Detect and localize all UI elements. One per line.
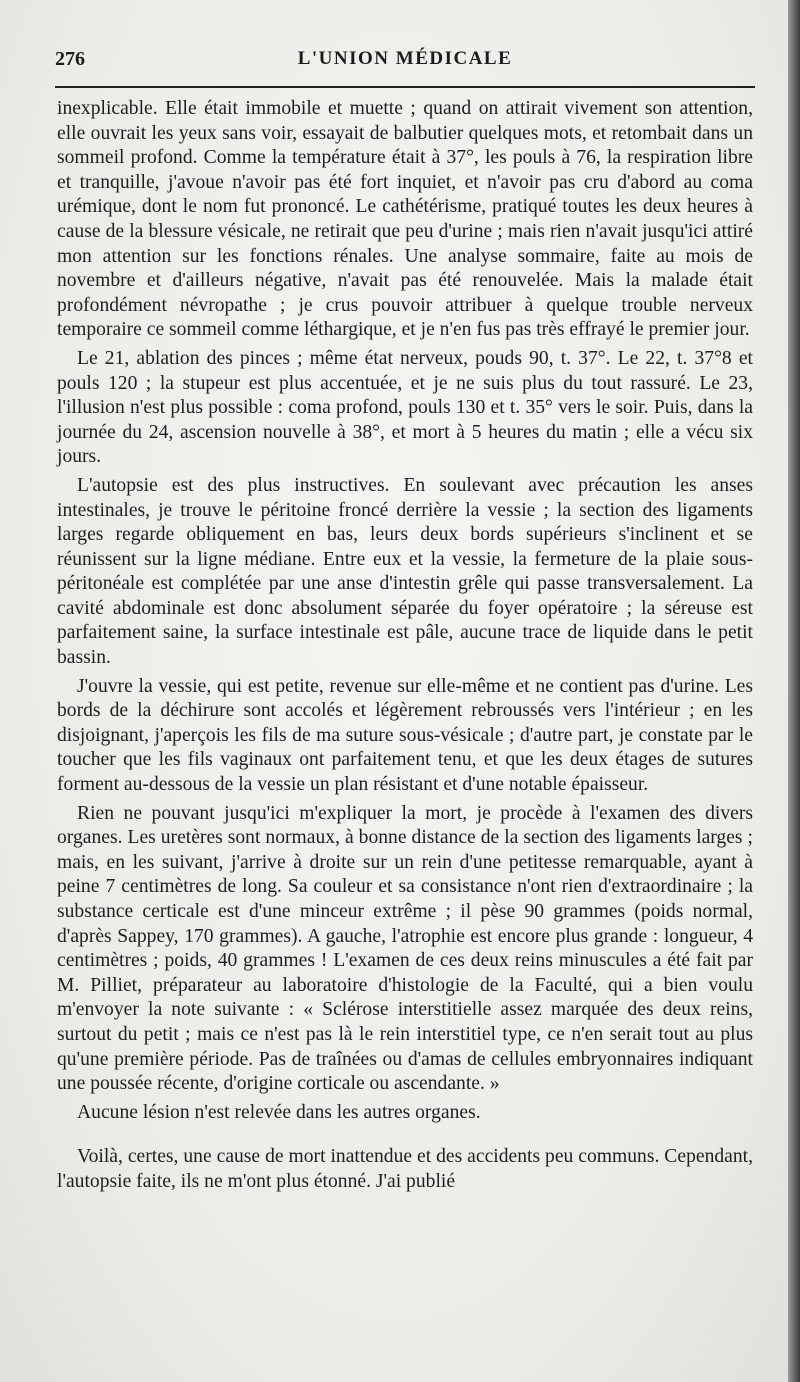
paragraph-7: Voilà, certes, une cause de mort inattendue et des accidents peu communs. Cependant, l'autopsie faite, ils ne m'ont plus étonné. J'ai publié [57,1146,753,1192]
running-title: L'UNION MÉDICALE [297,48,513,69]
section-gap [57,1129,753,1145]
header-rule [55,86,755,88]
paragraph-6: Aucune lésion n'est relevée dans les autres organes. [77,1101,481,1123]
page-number: 276 [55,48,85,70]
paragraph-5: Rien ne pouvant jusqu'ici m'expliquer la mort, je procède à l'examen des divers organes. Les uretères sont normaux, à bonne distance de la section des ligaments larges ; mais, en les suivant, j'arrive à droite sur un rein d'une petitesse remarquable, ayant à peine 7 centimètres de long. Sa couleur et sa consistance n'ont rien d'extraordinaire ; la substance certicale est d'une minceur extrême ; il pèse 90 grammes (poids normal, d'après Sappey, 170 grammes). A gauche, l'atrophie est encore plus grande : longueur, 4 centimètres ; poids, 40 grammes ! L'examen de ces deux reins minuscules a été fait par M. Pilliet, préparateur au laboratoire d'histologie de la Faculté, qui a bien voulu m'envoyer la note suivante : « Sclérose interstitielle assez marquée des deux reins, surtout du petit ; mais ce n'est pas là le rein interstitiel type, ce n'en serait tout au plus qu'une première période. Pas de traînées ou d'amas de cellules embryonnaires indiquant une poussée récente, d'origine corticale ou ascendante. » [57,802,753,1095]
paragraph-1: inexplicable. Elle était immobile et muette ; quand on attirait vivement son attention, elle ouvrait les yeux sans voir, essayait de balbutier quelques mots, et retombait dans un sommeil profond. Comme la température était à 37°, les pouls à 76, la respiration libre et tranquille, j'avoue n'avoir pas été fort inquiet, et n'avoir pas cru d'abord au coma urémique, dont le nom fut prononcé. Le cathétérisme, pratiqué toutes les deux heures à cause de la blessure vésicale, ne retirait que peu d'urine ; mais rien n'avait jusqu'ici attiré mon attention sur les fonctions rénales. Une analyse sommaire, faite au mois de novembre et d'ailleurs négative, n'avait pas été renouvelée. Mais la malade était profondément névropathe ; je crus pouvoir attribuer à quelque trouble nerveux temporaire ce sommeil comme léthargique, et je n'en fus pas très effrayé le premier jour. [57,98,753,341]
body-text [57,97,753,1199]
page-header [55,48,755,78]
page-edge-shadow [788,0,800,1382]
paragraph-4: J'ouvre la vessie, qui est petite, revenue sur elle-même et ne contient pas d'urine. Les bords de la déchirure sont accolés et légèrement rebroussés vers l'intérieur ; en les disjoignant, j'aperçois les fils de ma suture sous-vésicale ; d'autre part, je constate par le toucher que les fils vaginaux ont parfaitement tenu, et que les deux étages de sutures forment au-dessous de la vessie un plan résistant et d'une notable épaisseur. [57,675,753,796]
paragraph-3: L'autopsie est des plus instructives. En soulevant avec précaution les anses intestinales, je trouve le péritoine froncé derrière la vessie ; la section des ligaments larges regarde obliquement en bas, leurs deux bords supérieurs s'inclinent et se réunissent sur la ligne médiane. Entre eux et la vessie, la fermeture de la plaie sous-péritonéale est complétée par une anse d'intestin grêle qui passe transversalement. La cavité abdominale est donc absolument séparée du foyer opératoire ; la séreuse est parfaitement saine, la surface intestinale est pâle, aucune trace de liquide dans le petit bassin. [57,474,753,669]
paragraph-2: Le 21, ablation des pinces ; même état nerveux, pouds 90, t. 37°. Le 22, t. 37°8 et pouls 120 ; la stupeur est plus accentuée, et je ne suis plus du tout rassuré. Le 23, l'illusion n'est plus possible : coma profond, pouls 130 et t. 35° vers le soir. Puis, dans la journée du 24, ascension nouvelle à 38°, et mort à 5 heures du matin ; elle a vécu six jours. [57,347,753,468]
